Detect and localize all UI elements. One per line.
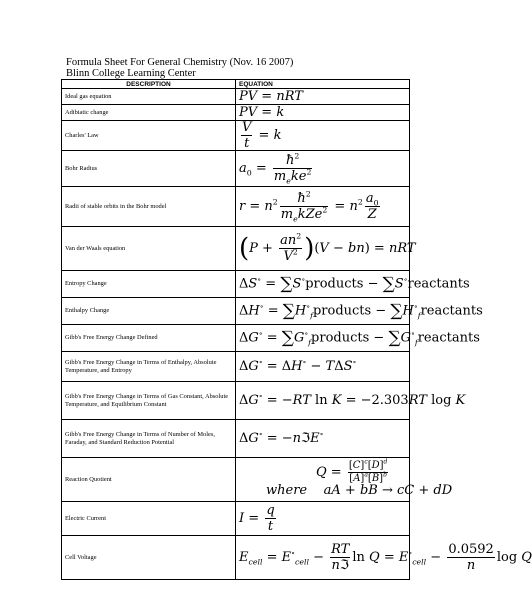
equation-cell-voltage: $E_{cell} = E^\circ_{cell}$ − $\frac{RT}{\text{nℑ}}$ $\ln Q = E^\circ_{cell}$ − $\frac{0.0592}{n}$ log Q [236, 536, 410, 580]
row-description: Adibiatic change [62, 105, 236, 121]
equation-gibbs-faraday: ΔG∘ = −nℑE∘ [236, 420, 410, 458]
row-description: Charles' Law [62, 121, 236, 151]
table-row [62, 89, 410, 105]
equation-bohr-orbit-radii: $r = n^2$ $\frac{ħ^2}{m_ekZe^2}$ = $n^2$ $\frac{a_0}{Z}$ [236, 187, 410, 227]
equation-adiabatic: PV = k [236, 105, 410, 121]
row-description: Electric Current [62, 502, 236, 536]
reactants-label: reactants [407, 276, 470, 292]
table-row [62, 105, 410, 121]
equation-van-der-waals: (P + $\frac{an^2}{V^2}$ )(V − bn) = nRT [236, 227, 410, 271]
row-description: Cell Voltage [62, 536, 236, 580]
row-description: Entropy Change [62, 271, 236, 298]
table-row [62, 536, 410, 580]
table-row [62, 187, 410, 227]
coefficient-2303: 2.303 [371, 393, 409, 408]
products-label: products [311, 330, 370, 346]
table-row [62, 502, 410, 536]
row-description: Bohr Radius [62, 151, 236, 187]
column-header-description: DESCRIPTION [62, 80, 236, 89]
equation-gibbs-defined: $\Delta G^\circ = \sum G^\circ_fproducts$ − $\sum G^\circ_freactants$ [236, 325, 410, 352]
equation-entropy-change: ΔS∘ = ∑S∘products − ∑S∘reactants [236, 271, 410, 298]
equation-reaction-quotient: Q = $\frac{[C]^c[D]^d}{[A]^a[B]^b}$ where aA + bB → cC + dD [236, 458, 410, 502]
table-row [62, 458, 410, 502]
table-row [62, 325, 410, 352]
equation-electric-current: I = $\frac{q}{t}$ [236, 502, 410, 536]
sheet-heading [66, 57, 293, 79]
where-label: where [266, 482, 308, 498]
formula-table [61, 79, 532, 580]
equation-bohr-radius: $a_0$ = $\frac{ħ^2}{m_eke^2}$ [236, 151, 410, 187]
equation-charles-law: $\frac{V}{t}$ = k [236, 121, 410, 151]
row-description: Van der Waals equation [62, 227, 236, 271]
row-description: Enthalpy Change [62, 298, 236, 325]
table-row [62, 271, 410, 298]
table-row [62, 298, 410, 325]
table-row [62, 151, 410, 187]
row-description: Gibb's Free Energy Change Defined [62, 325, 236, 352]
equation-ideal-gas: PV = nRT [236, 89, 410, 105]
column-header-equation: EQUATION [236, 80, 410, 89]
table-header-row [62, 80, 410, 89]
sheet-title: Formula Sheet For General Chemistry (Nov. 16 2007) [66, 57, 294, 68]
row-description: Gibb's Free Energy Change in Terms of Gas Constant, Absolute Temperature, and Equilibrium Constant [62, 382, 236, 420]
equation-gibbs-equilibrium: ΔG∘ = −RT ln K = −2.303RT log K [236, 382, 410, 420]
coefficient-0592: 0.0592 [448, 542, 494, 557]
row-description: Gibb's Free Energy Change in Terms of Number of Moles, Faraday, and Standard Reduction Potential [62, 420, 236, 458]
equation-gibbs-enthalpy-entropy: ΔG∘ = ΔH∘ − TΔS∘ [236, 352, 410, 382]
reactants-label: reactants [417, 330, 480, 346]
row-description: Reaction Quotient [62, 458, 236, 502]
sheet-subtitle: Blinn College Learning Center [66, 68, 196, 79]
table-row [62, 352, 410, 382]
row-description: Radii of stable orbits in the Bohr model [62, 187, 236, 227]
equation-enthalpy-change: $\Delta H^\circ = \sum H^\circ_fproducts$ − $\sum H^\circ_freactants$ [236, 298, 410, 325]
table-row [62, 420, 410, 458]
table-row [62, 121, 410, 151]
row-description: Gibb's Free Energy Change in Terms of Enthalpy, Absolute Temperature, and Entropy [62, 352, 236, 382]
table-row [62, 227, 410, 271]
products-label: products [305, 276, 364, 292]
table-row [62, 382, 410, 420]
reactants-label: reactants [420, 303, 483, 319]
products-label: products [312, 303, 372, 319]
row-description: Ideal gas equation [62, 89, 236, 105]
